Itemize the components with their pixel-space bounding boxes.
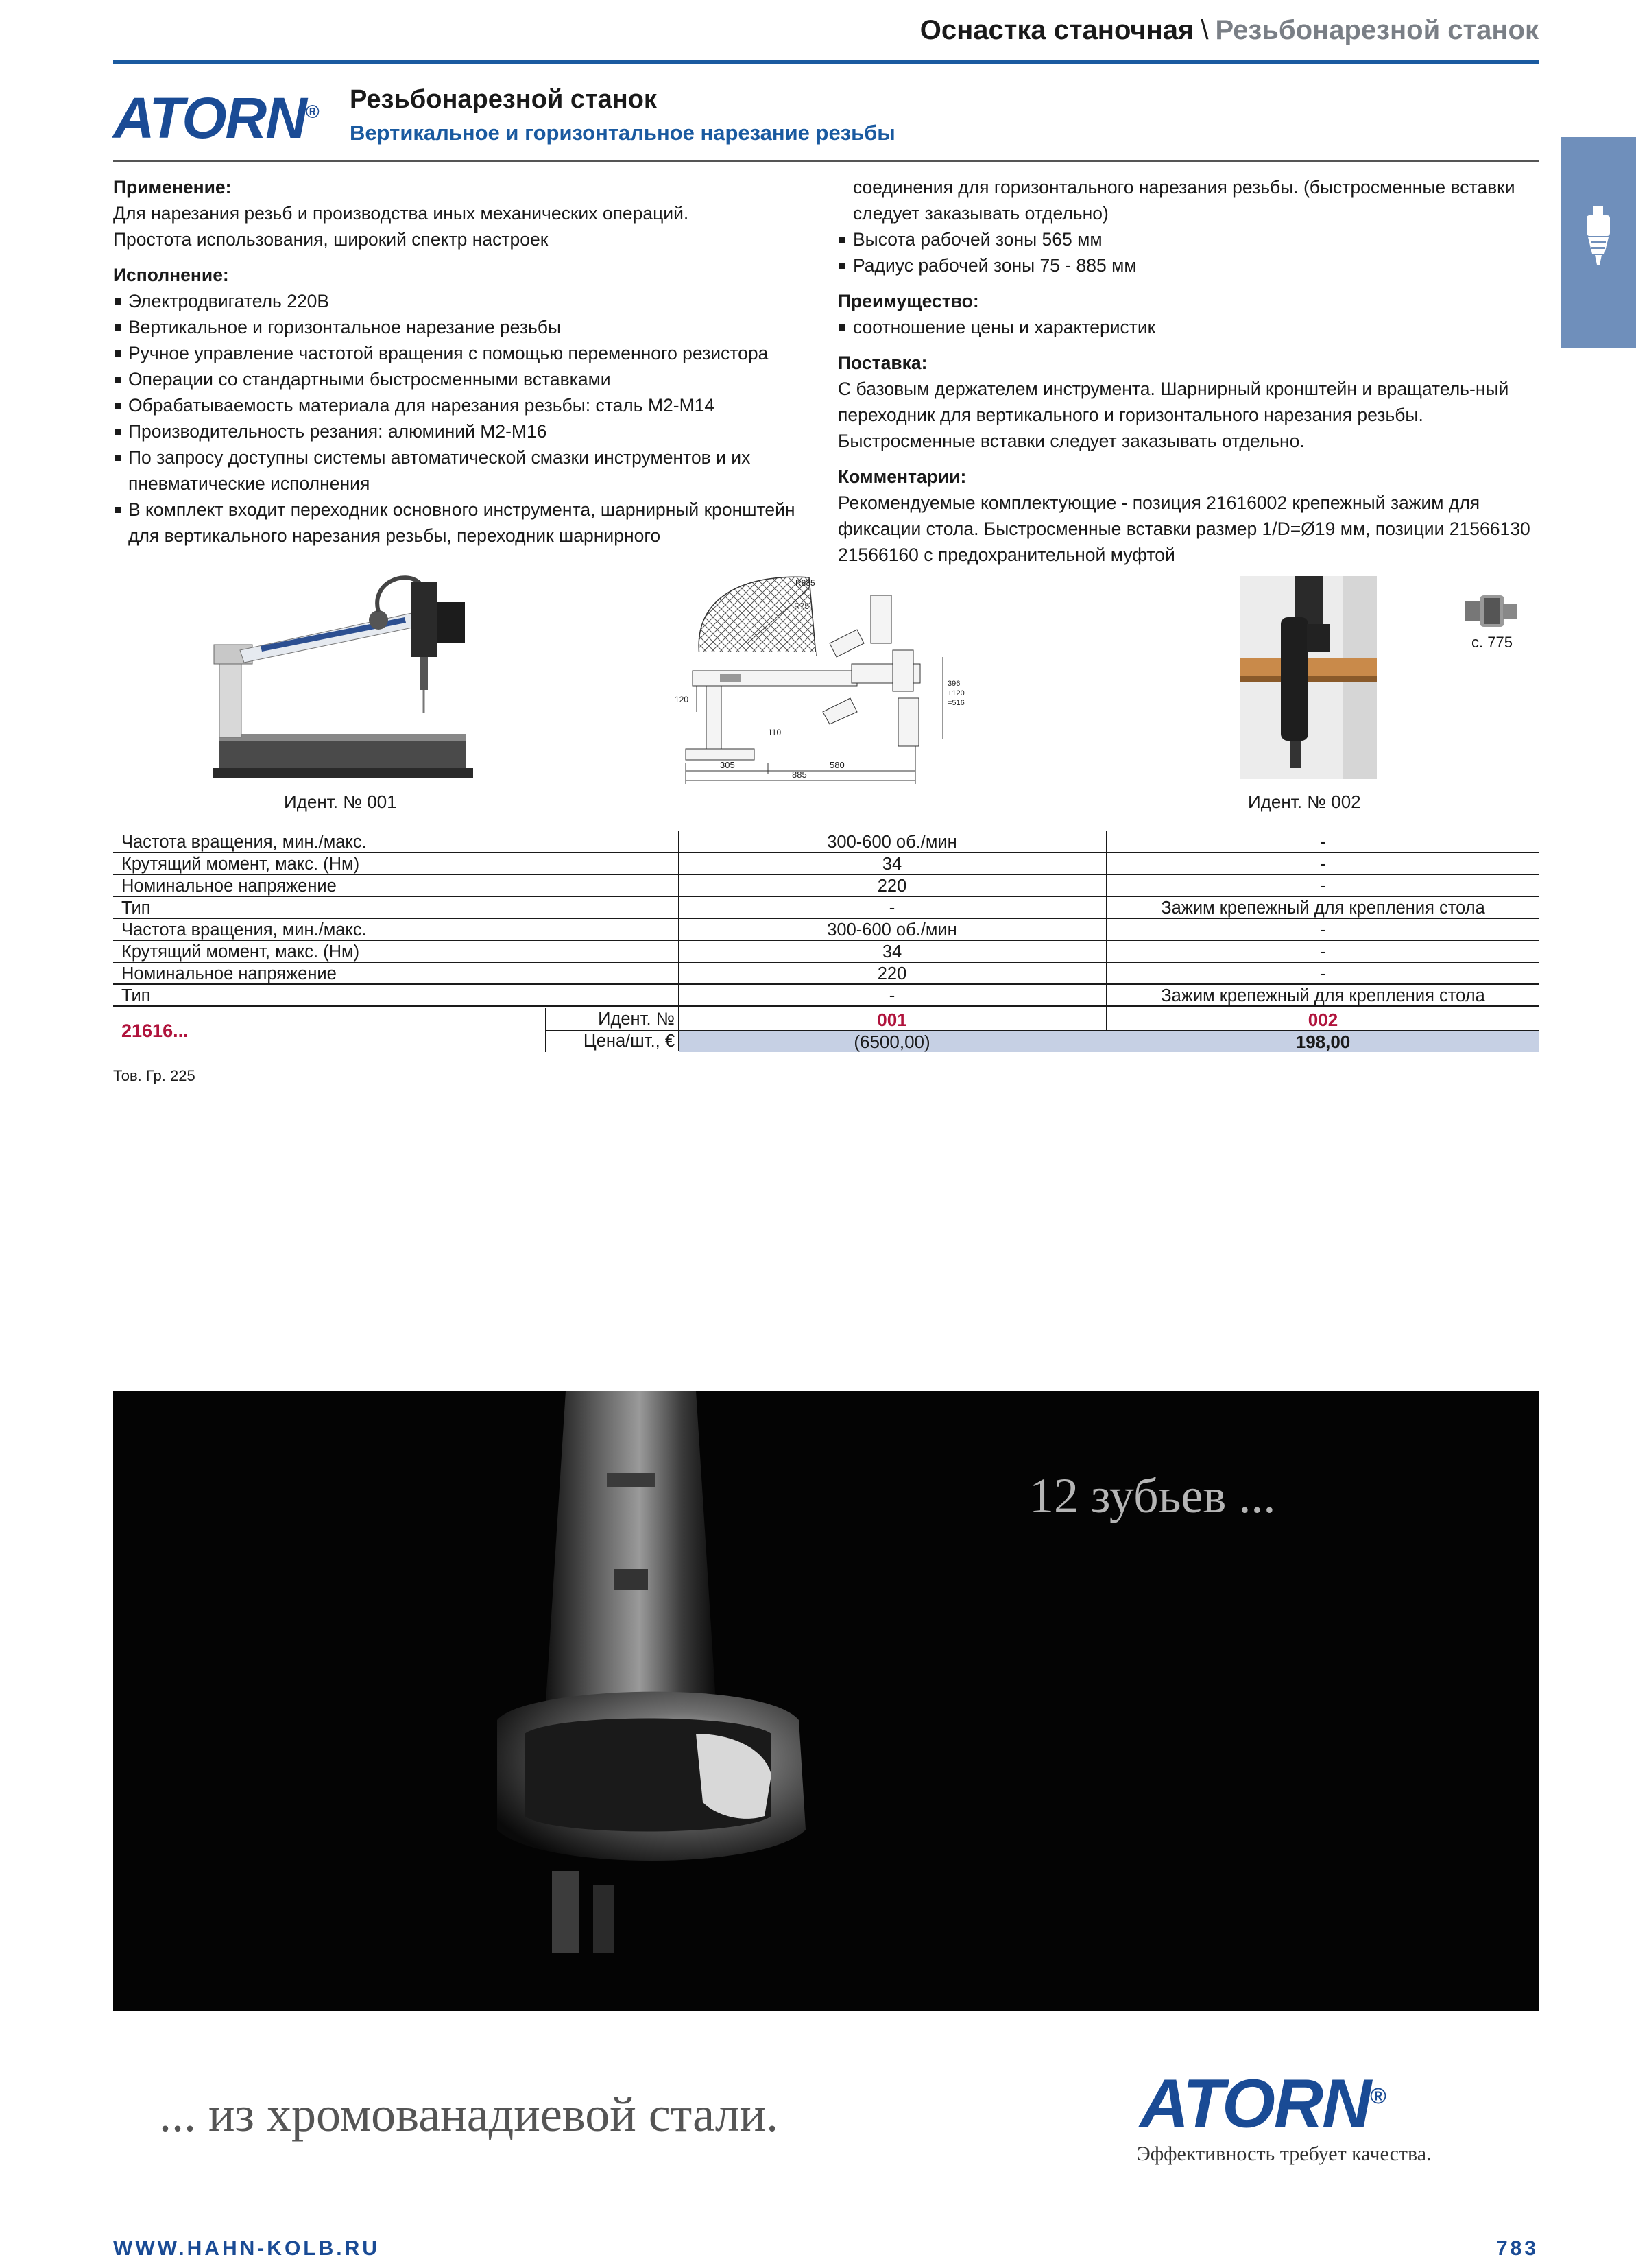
ident-001[interactable]: 001	[877, 1010, 907, 1030]
table-row	[113, 963, 1539, 985]
atorn-logo-bottom	[1140, 2060, 1386, 2142]
order-block	[113, 1008, 1539, 1052]
specs-table	[113, 831, 1539, 1007]
value-002: Зажим крепежный для крепления стола	[1161, 986, 1485, 1005]
value-001: 300-600 об./мин	[827, 833, 957, 852]
value-002: -	[1320, 876, 1326, 896]
logo-reg: ®	[305, 102, 320, 122]
table-row	[113, 831, 1539, 853]
param-name: Тип	[121, 898, 151, 918]
dim-r885: R885	[795, 578, 815, 588]
application-line: Простота использования, широкий спектр настроек	[113, 229, 549, 250]
table-row	[113, 875, 1539, 897]
footer-website-link[interactable]: WWW.HAHN-KOLB.RU	[113, 2237, 380, 2260]
logo-text: ATORN	[1140, 2065, 1371, 2142]
category-side-tab[interactable]	[1561, 137, 1636, 348]
list-item: Операции со стандартными быстросменными вставками	[113, 366, 813, 392]
value-002: -	[1320, 964, 1326, 983]
value-002: Зажим крепежный для крепления стола	[1161, 898, 1485, 918]
execution-list	[113, 288, 813, 549]
table-row	[113, 853, 1539, 875]
comments-text: Рекомендуемые комплектующие - позиция 21616002 крепежный зажим для фиксации стола. Быстросменные вставки размер 1/D=Ø19 мм, позиции 21566130 21566160 с предохранительной муфтой	[838, 492, 1530, 565]
logo-reg: ®	[1370, 2084, 1386, 2108]
product-title: Резьбонарезной станок	[350, 85, 657, 114]
section-separator: \	[1201, 15, 1209, 45]
spec-list	[838, 226, 1544, 278]
value-002: -	[1320, 920, 1326, 940]
dim-120b: +120	[948, 689, 965, 697]
caption-ident-001: Идент. № 001	[284, 791, 397, 812]
advert-tagline-teeth: 12 зубьев ...	[1029, 1468, 1276, 1523]
advert-banner	[113, 1391, 1539, 2011]
value-001: 220	[877, 876, 907, 896]
list-item: Обрабатываемость материала для нарезания резьбы: сталь M2-M14	[113, 392, 813, 418]
tapping-machine-photo	[199, 569, 507, 782]
drill-chuck-icon	[1581, 206, 1615, 274]
dim-120: 120	[675, 695, 689, 704]
list-item: Высота рабочей зоны 565 мм	[838, 226, 1544, 252]
param-name: Тип	[121, 986, 151, 1005]
list-item: Производительность резания: алюминий M2-M16	[113, 418, 813, 444]
product-group: Тов. Гр. 225	[113, 1067, 195, 1084]
list-item: Вертикальное и горизонтальное нарезание резьбы	[113, 314, 813, 340]
advantage-heading: Преимущество:	[838, 291, 979, 311]
dim-305: 305	[720, 760, 735, 770]
advantage-list	[838, 314, 1544, 340]
list-item: Электродвигатель 220В	[113, 288, 813, 314]
advert-slogan: ... из хромованадиевой стали.	[159, 2087, 779, 2142]
page-section-title	[920, 15, 1539, 46]
delivery-heading: Поставка:	[838, 353, 928, 373]
price-001: (6500,00)	[854, 1031, 930, 1052]
dim-885: 885	[792, 769, 807, 780]
product-subtitle: Вертикальное и горизонтальное нарезание резьбы	[350, 121, 895, 145]
table-row	[113, 919, 1539, 941]
article-code[interactable]: 21616...	[121, 1020, 189, 1041]
param-name: Крутящий момент, макс. (Нм)	[121, 855, 360, 874]
comments-heading: Комментарии:	[838, 466, 967, 487]
list-item: Ручное управление частотой вращения с помощью переменного резистора	[113, 340, 813, 366]
table-row	[113, 985, 1539, 1007]
param-name: Номинальное напряжение	[121, 964, 337, 983]
quick-change-insert-thumb	[1460, 588, 1522, 636]
table-row	[113, 897, 1539, 919]
value-001: 34	[882, 942, 902, 962]
atorn-logo	[113, 81, 320, 149]
list-item: По запросу доступны системы автоматической смазки инструментов и их пневматические исполнения	[113, 444, 813, 497]
list-item: соотношение цены и характеристик	[838, 314, 1544, 340]
left-text-column	[113, 174, 813, 549]
right-text-column	[838, 174, 1544, 568]
table-clamp-photo	[1240, 576, 1377, 779]
value-001: -	[889, 898, 895, 918]
dim-580: 580	[830, 760, 845, 770]
page-number: 783	[1495, 2237, 1539, 2260]
logo-text: ATORN	[113, 86, 306, 150]
list-item: В комплект входит переходник основного инструмента, шарнирный кронштейн для вертикального нарезания резьбы, переходник шарнирного	[113, 497, 813, 549]
delivery-line: С базовым держателем инструмента. Шарнирный кронштейн и вращатель-ный переходник для вертикального и горизонтального нарезания резьбы.	[838, 379, 1509, 425]
value-001: -	[889, 986, 895, 1005]
value-001: 300-600 об./мин	[827, 920, 957, 940]
param-name: Крутящий момент, макс. (Нм)	[121, 942, 360, 962]
table-row	[113, 941, 1539, 963]
price-label: Цена/шт., €	[583, 1031, 675, 1051]
subsection-name: Резьбонарезной станок	[1215, 15, 1539, 45]
price-002: 198,00	[1295, 1031, 1351, 1052]
insert-page-ref[interactable]: с. 775	[1471, 634, 1513, 651]
value-002: -	[1320, 855, 1326, 874]
execution-heading: Исполнение:	[113, 265, 229, 285]
value-002: -	[1320, 942, 1326, 962]
value-002: -	[1320, 833, 1326, 852]
param-name: Частота вращения, мин./макс.	[121, 833, 367, 852]
dim-396: 396	[948, 680, 961, 688]
heading-rule	[113, 160, 1539, 162]
caption-ident-002: Идент. № 002	[1248, 791, 1361, 812]
dim-r75: R75	[794, 601, 810, 611]
application-heading: Применение:	[113, 177, 232, 198]
ident-002[interactable]: 002	[1308, 1010, 1338, 1030]
continuation-text: соединения для горизонтального нарезания резьбы. (быстросменные вставки следует заказывать отдельно)	[853, 177, 1515, 224]
value-001: 220	[877, 964, 907, 983]
dim-110: 110	[768, 728, 782, 737]
brand-tagline: Эффективность требует качества.	[1137, 2142, 1432, 2165]
delivery-line: Быстросменные вставки следует заказывать отдельно.	[838, 431, 1305, 451]
section-name: Оснастка станочная	[919, 15, 1194, 45]
param-name: Номинальное напряжение	[121, 876, 337, 896]
wrench-photo	[113, 1391, 1539, 2011]
ident-label: Идент. №	[598, 1010, 675, 1029]
header-rule	[113, 60, 1539, 64]
working-zone-diagram	[672, 568, 974, 787]
param-name: Частота вращения, мин./макс.	[121, 920, 367, 940]
application-line: Для нарезания резьб и производства иных механических операций.	[113, 203, 689, 224]
dim-516: =516	[948, 699, 965, 707]
value-001: 34	[882, 855, 902, 874]
list-item: Радиус рабочей зоны 75 - 885 мм	[838, 252, 1544, 278]
